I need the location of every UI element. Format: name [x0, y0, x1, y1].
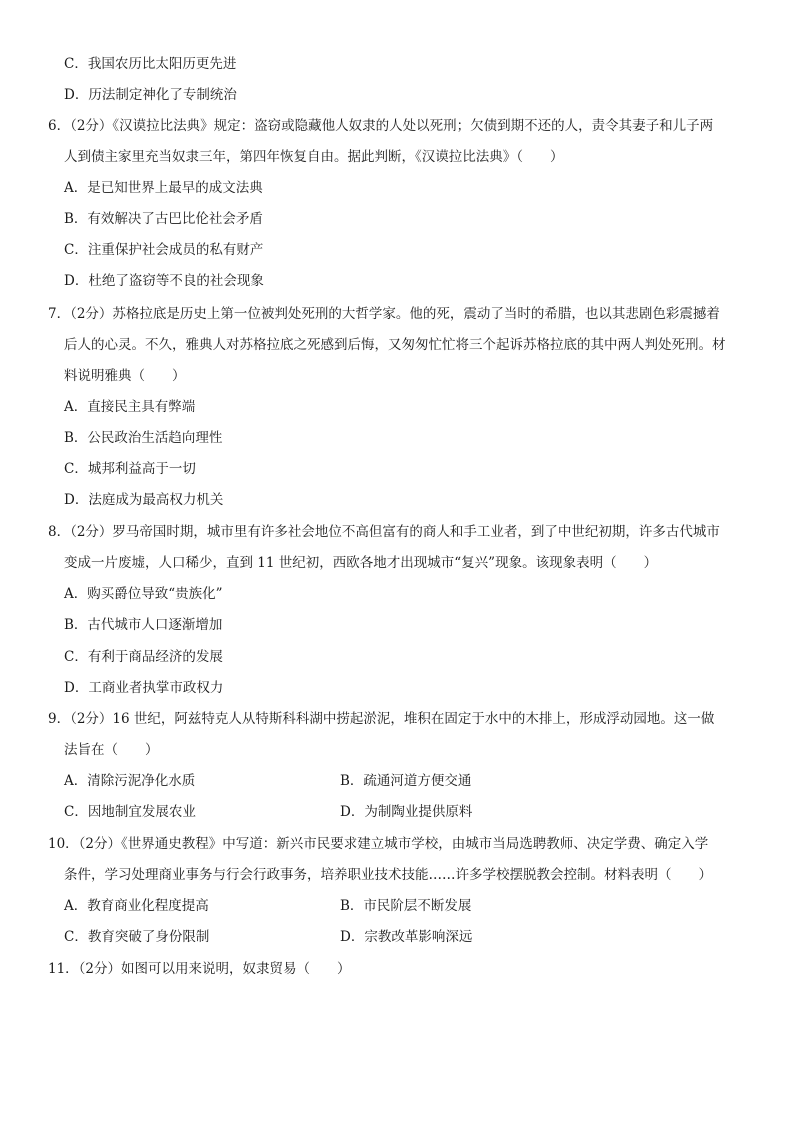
q7-option-d: D．法庭成为最高权力机关 — [64, 492, 224, 508]
q7-option-a: A．直接民主具有弊端 — [64, 399, 196, 415]
q9-stem-line-2: 法旨在（ ） — [64, 742, 159, 758]
q7-option-b: B．公民政治生活趋向理性 — [64, 430, 223, 446]
q11-stem-line-1: 11．（2分）如图可以用来说明，奴隶贸易（ ） — [48, 961, 351, 977]
q5-option-c: C．我国农历比太阳历更先进 — [64, 56, 237, 72]
q6-option-c: C．注重保护社会成员的私有财产 — [64, 242, 264, 258]
q9-option-c: C．因地制宜发展农业 — [64, 804, 196, 820]
q7-stem-line-1: 7．（2分）苏格拉底是历史上第一位被判处死刑的大哲学家。他的死，震动了当时的希腊，也以其悲剧色彩震撼着 — [48, 306, 720, 322]
q7-stem-line-2: 后人的心灵。不久，雅典人对苏格拉底之死感到后悔，又匆匆忙忙将三个起诉苏格拉底的其中两人判处死刑。材 — [64, 337, 726, 353]
q6-option-b: B．有效解决了古巴比伦社会矛盾 — [64, 211, 263, 227]
q8-option-c: C．有利于商品经济的发展 — [64, 649, 223, 665]
q8-option-b: B．古代城市人口逐渐增加 — [64, 617, 223, 633]
q6-stem-line-2: 人到债主家里充当奴隶三年，第四年恢复自由。据此判断，《汉谟拉比法典》（ ） — [64, 149, 564, 165]
q10-option-a: A．教育商业化程度提高 — [64, 898, 209, 914]
q9-option-b: B．疏通河道方便交通 — [340, 773, 472, 789]
q10-stem-line-2: 条件，学习处理商业事务与行会行政事务，培养职业技术技能……许多学校摆脱教会控制。材料表明（ ） — [64, 867, 712, 883]
q7-option-c: C．城邦利益高于一切 — [64, 461, 196, 477]
q7-stem-line-3: 料说明雅典（ ） — [64, 368, 186, 384]
q6-option-d: D．杜绝了盗窃等不良的社会现象 — [64, 273, 264, 289]
q10-option-c: C．教育突破了身份限制 — [64, 929, 210, 945]
q5-option-d: D．历法制定神化了专制统治 — [64, 87, 237, 103]
q10-option-b: B．市民阶层不断发展 — [340, 898, 472, 914]
q9-option-a: A．清除污泥净化水质 — [64, 773, 196, 789]
q8-option-d: D．工商业者执掌市政权力 — [64, 680, 224, 696]
q9-option-d: D．为制陶业提供原料 — [340, 804, 473, 820]
q6-option-a: A．是已知世界上最早的成文法典 — [64, 180, 263, 196]
q6-stem-line-1: 6．（2分）《汉谟拉比法典》规定：盗窃或隐藏他人奴隶的人处以死刑；欠债到期不还的人，责令其妻子和儿子两 — [48, 118, 714, 134]
q10-stem-line-1: 10．（2分）《世界通史教程》中写道：新兴市民要求建立城市学校，由城市当局选聘教师、决定学费、确定入学 — [48, 836, 709, 852]
q8-option-a: A．购买爵位导致“贵族化” — [64, 586, 223, 602]
q9-stem-line-1: 9．（2分）16 世纪，阿兹特克人从特斯科科湖中捞起淤泥，堆积在固定于水中的木排上，形成浮动园地。这一做 — [48, 711, 715, 727]
q8-stem-line-2: 变成一片废墟，人口稀少，直到 11 世纪初，西欧各地才出现城市“复兴”现象。该现象表明（ ） — [64, 555, 658, 571]
q8-stem-line-1: 8．（2分）罗马帝国时期，城市里有许多社会地位不高但富有的商人和手工业者，到了中世纪初期，许多古代城市 — [48, 524, 720, 540]
q10-option-d: D．宗教改革影响深远 — [340, 929, 473, 945]
